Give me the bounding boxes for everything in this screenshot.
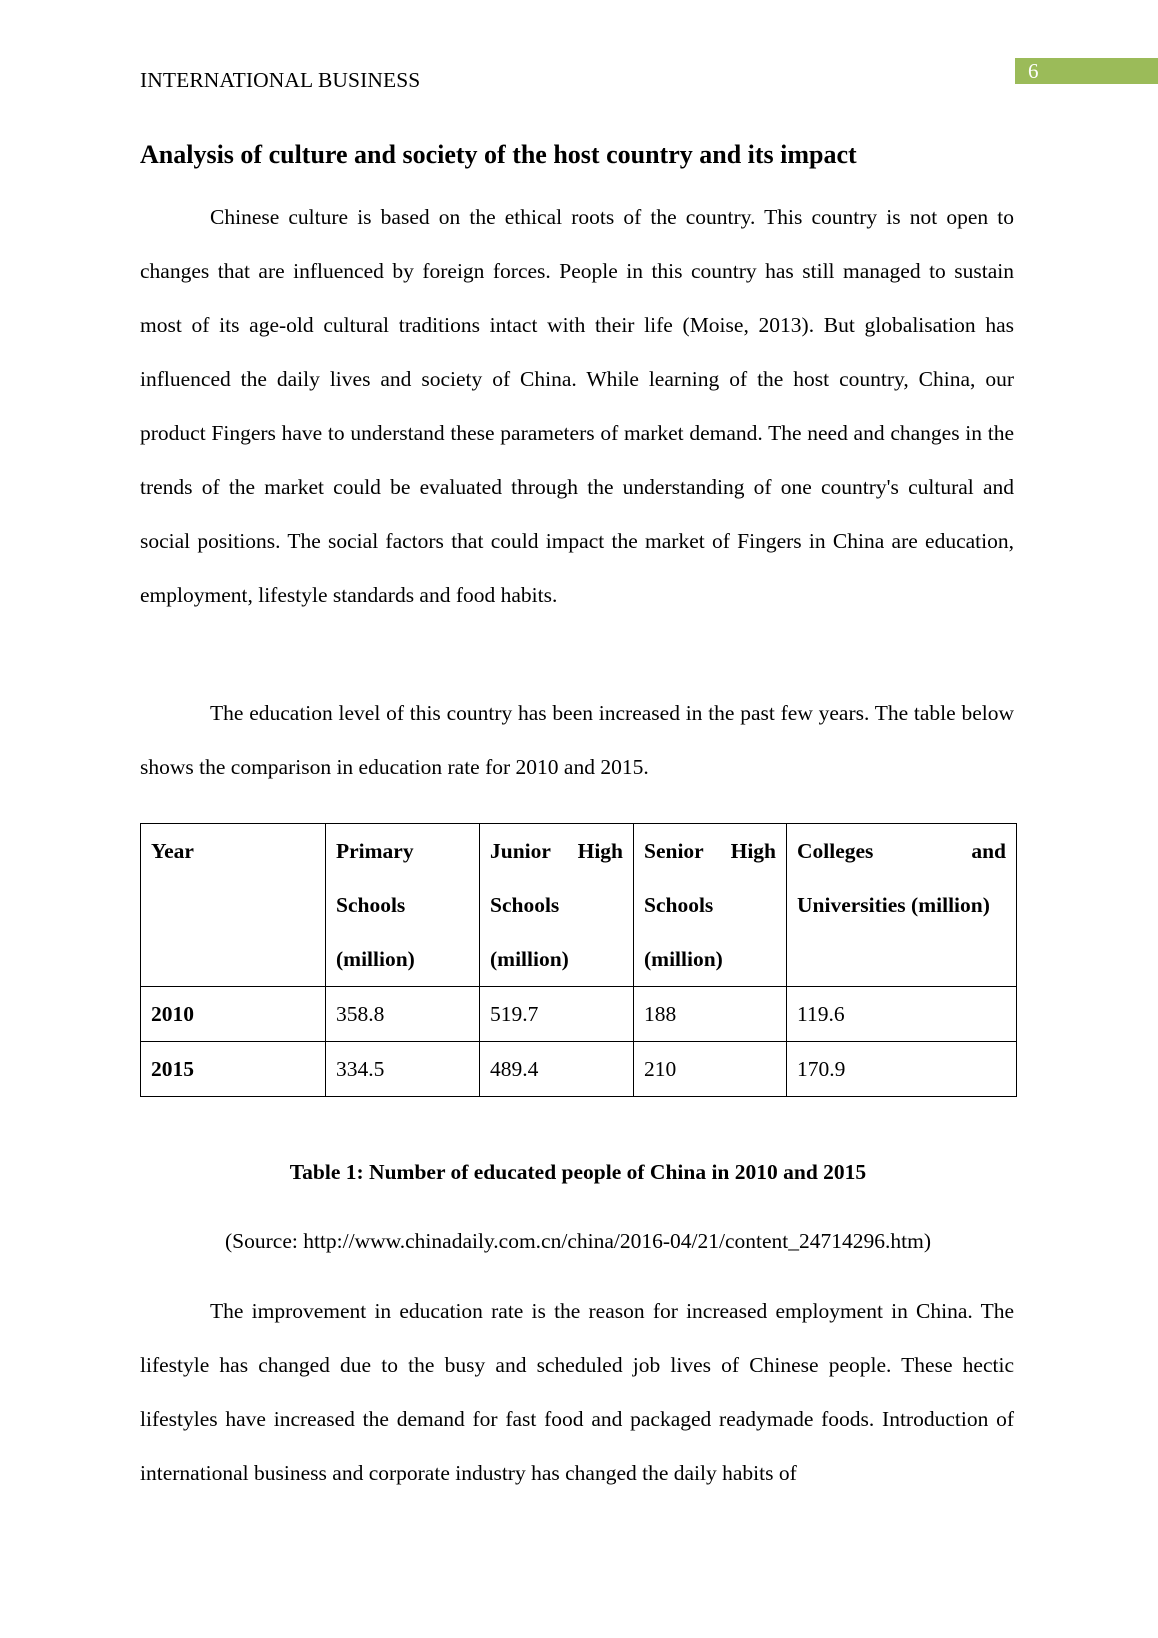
cell-primary: 358.8 [326,987,480,1042]
header-primary-line3: (million) [336,947,415,971]
cell-colleges: 170.9 [787,1042,1017,1097]
header-senior-word2: High [730,839,776,863]
header-colleges [787,824,1017,987]
header-senior-word1: Senior [644,839,704,863]
header-junior-line3: (million) [490,947,569,971]
cell-year: 2015 [141,1042,326,1097]
cell-junior: 519.7 [480,987,634,1042]
header-colleges-line2: Universities (million) [797,893,990,917]
header-year [141,824,326,987]
header-senior-line1 [644,824,776,878]
table-row [141,1042,1017,1097]
running-header: INTERNATIONAL BUSINESS [140,68,421,92]
header-junior-line1 [490,824,623,878]
cell-year: 2010 [141,987,326,1042]
table-source: (Source: http://www.chinadaily.com.cn/china/2016-04/21/content_24714296.htm) [225,1229,931,1253]
paragraph-education: The education level of this country has been increased in the past few years. The table below shows the comparison in education rate for 2010 and 2015. [140,701,1014,779]
cell-primary: 334.5 [326,1042,480,1097]
table-caption: Table 1: Number of educated people of China in 2010 and 2015 [289,1160,867,1184]
paragraph-culture: Chinese culture is based on the ethical roots of the country. This country is not open to changes that are influenced by foreign forces. People in this country has still managed to sustain most of its age-old cultural traditions intact with their life (Moise, 2013). But globalisation has influenced the daily lives and society of China. While learning of the host country, China, our product Fingers have to understand these parameters of market demand. The need and changes in the trends of the market could be evaluated through the understanding of one country's cultural and social positions. The social factors that could impact the market of Fingers in China are education, employment, lifestyle standards and food habits. [140,205,1014,607]
header-junior [480,824,634,987]
page-number: 6 [1028,59,1039,83]
header-junior-line2: Schools [490,893,560,917]
cell-colleges: 119.6 [787,987,1017,1042]
paragraph-employment: The improvement in education rate is the reason for increased employment in China. The lifestyle has changed due to the busy and scheduled job lives of Chinese people. These hectic lifestyles have increased the demand for fast food and packaged readymade foods. Introduction of international business and corporate industry has changed the daily habits of [140,1299,1014,1485]
header-senior-line3: (million) [644,947,723,971]
header-primary-line2: Schools [336,893,406,917]
cell-senior: 210 [634,1042,787,1097]
education-table [140,823,1017,1097]
header-primary [326,824,480,987]
cell-senior: 188 [634,987,787,1042]
header-year-label: Year [151,839,194,863]
header-colleges-line1 [797,824,1006,878]
header-colleges-word1: Colleges [797,839,874,863]
cell-junior: 489.4 [480,1042,634,1097]
table-row [141,987,1017,1042]
header-senior [634,824,787,987]
header-junior-word2: High [577,839,623,863]
header-primary-line1: Primary [336,839,414,863]
header-junior-word1: Junior [490,839,551,863]
header-senior-line2: Schools [644,893,714,917]
section-heading: Analysis of culture and society of the host country and its impact [140,140,857,169]
table-header-row [141,824,1017,987]
header-colleges-word2: and [971,839,1006,863]
